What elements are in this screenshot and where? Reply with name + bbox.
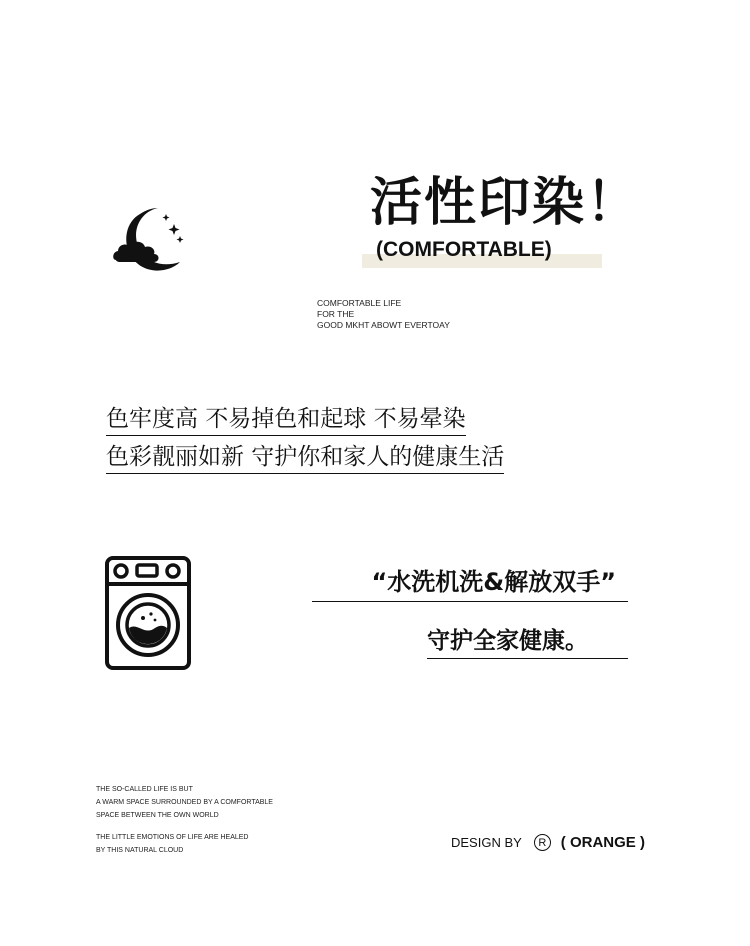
design-by-label: DESIGN BY [451,835,522,850]
wash-headline: “水洗机洗&解放双手” [312,562,628,602]
tagline-line: GOOD MKHT ABOWT EVERTOAY [317,320,450,330]
footer-line: THE SO-CALLED LIFE IS BUT [96,786,193,793]
footer-line: BY THIS NATURAL CLOUD [96,847,184,854]
feature-line-2: 色彩靓丽如新 守护你和家人的健康生活 [106,443,504,474]
feature-line-1: 色牢度高 不易掉色和起球 不易晕染 [106,405,466,436]
footer-line: SPACE BETWEEN THE OWN WORLD [96,812,219,819]
brand-name: ( ORANGE ) [560,834,645,851]
registered-mark-icon: R [534,834,551,851]
design-credit [451,834,645,851]
footer-line: A WARM SPACE SURROUNDED BY A COMFORTABLE [96,799,273,806]
tagline-block [317,298,450,331]
footer-block-2 [96,831,248,857]
moon-cloud-icon [110,206,190,276]
footer-block-1 [96,783,273,822]
tagline-line: COMFORTABLE LIFE [317,298,402,308]
tagline-line: FOR THE [317,309,355,319]
page-title: 活性印染！ [370,173,641,233]
footer-line: THE LITTLE EMOTIONS OF LIFE ARE HEALED [96,834,249,841]
wash-subline: 守护全家健康。 [427,622,628,659]
washing-machine-icon [105,556,191,670]
subtitle: (COMFORTABLE) [376,238,552,261]
